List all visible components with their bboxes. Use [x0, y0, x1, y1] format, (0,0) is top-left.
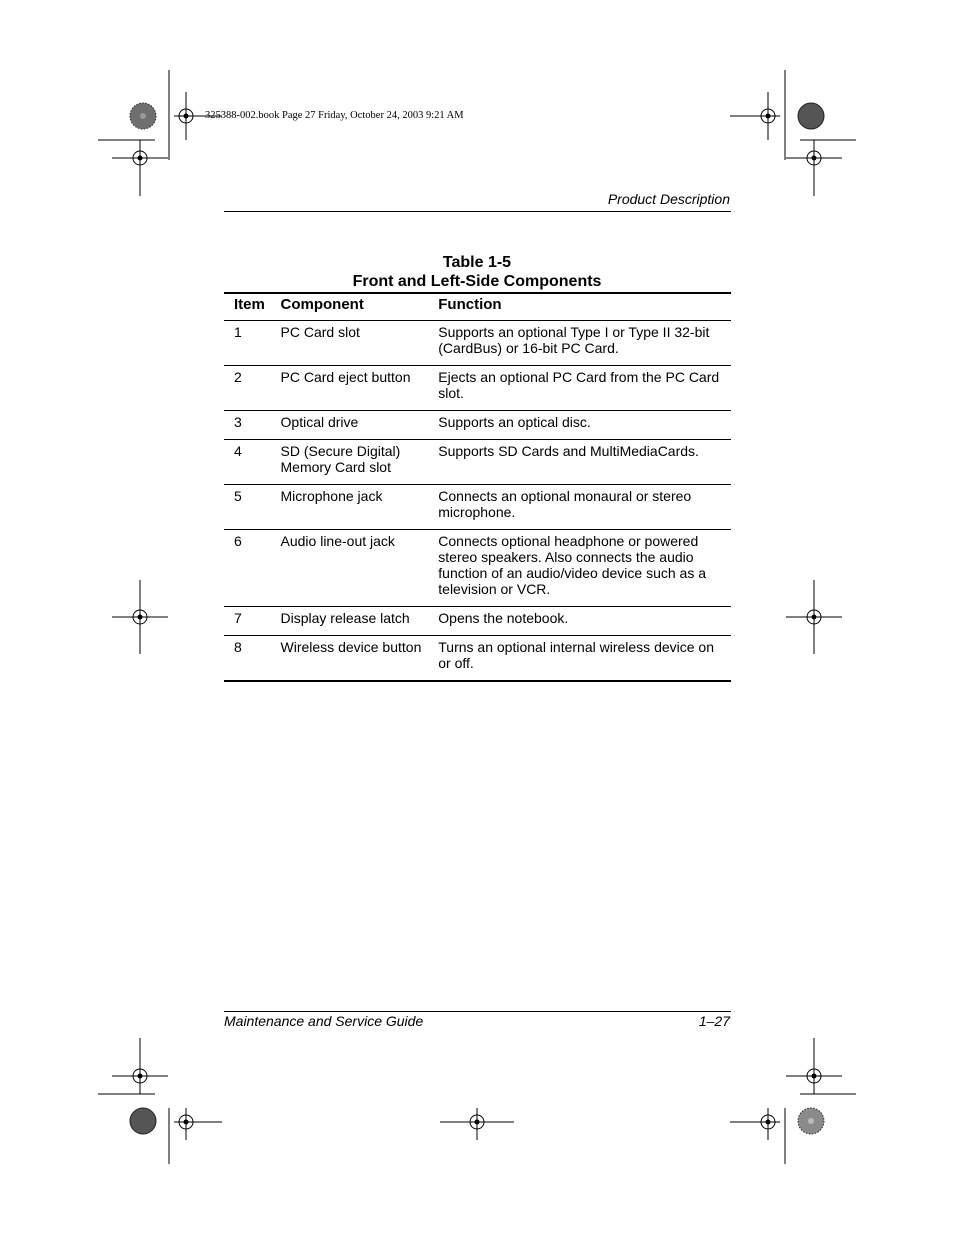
- table-number: Table 1-5: [442, 254, 512, 271]
- print-slug: 325388-002.book Page 27 Friday, October 24, 2003 9:21 AM: [205, 110, 464, 121]
- table-header-row: [224, 293, 731, 321]
- table-row: [224, 485, 731, 530]
- cell-item: 8: [224, 636, 281, 682]
- table-row: [224, 440, 731, 485]
- table-title: Front and Left-Side Components: [352, 273, 602, 290]
- registration-target-icon: [798, 103, 824, 129]
- table-row: [224, 607, 731, 636]
- cell-item: 3: [224, 411, 281, 440]
- registration-target-icon: [798, 1108, 824, 1134]
- cell-function: Opens the notebook.: [438, 607, 731, 636]
- table-row: [224, 321, 731, 366]
- cell-function: Connects optional headphone or powered stereo speakers. Also connects the audio function of an audio/video device such as a television or VCR.: [438, 530, 731, 607]
- cell-component: Microphone jack: [281, 485, 439, 530]
- cell-item: 5: [224, 485, 281, 530]
- page-number: 1–27: [698, 1013, 730, 1029]
- cell-component: PC Card eject button: [281, 366, 439, 411]
- cell-function: Supports an optional Type I or Type II 32-bit (CardBus) or 16-bit PC Card.: [438, 321, 731, 366]
- cell-item: 4: [224, 440, 281, 485]
- cell-function: Turns an optional internal wireless device on or off.: [438, 636, 731, 682]
- cell-component: Wireless device button: [281, 636, 439, 682]
- table-row: [224, 366, 731, 411]
- cell-component: Display release latch: [281, 607, 439, 636]
- registration-target-icon: [130, 1108, 156, 1134]
- table-row: [224, 636, 731, 682]
- components-table: [224, 292, 731, 682]
- cell-component: SD (Secure Digital) Memory Card slot: [281, 440, 439, 485]
- cell-item: 6: [224, 530, 281, 607]
- column-header-function: Function: [438, 293, 731, 321]
- footer-guide-title: Maintenance and Service Guide: [224, 1013, 424, 1029]
- table-row: [224, 411, 731, 440]
- registration-target-icon: [130, 103, 156, 129]
- cell-component: PC Card slot: [281, 321, 439, 366]
- cell-function: Supports an optical disc.: [438, 411, 731, 440]
- column-header-item: Item: [224, 293, 281, 321]
- cell-function: Ejects an optional PC Card from the PC Card slot.: [438, 366, 731, 411]
- cell-component: Optical drive: [281, 411, 439, 440]
- footer-rule: [224, 1011, 731, 1012]
- cell-item: 2: [224, 366, 281, 411]
- cell-function: Connects an optional monaural or stereo microphone.: [438, 485, 731, 530]
- cell-function: Supports SD Cards and MultiMediaCards.: [438, 440, 731, 485]
- header-rule: [224, 211, 731, 212]
- column-header-component: Component: [281, 293, 439, 321]
- table-row: [224, 530, 731, 607]
- running-header: Product Description: [607, 191, 730, 207]
- cell-component: Audio line-out jack: [281, 530, 439, 607]
- cell-item: 7: [224, 607, 281, 636]
- cell-item: 1: [224, 321, 281, 366]
